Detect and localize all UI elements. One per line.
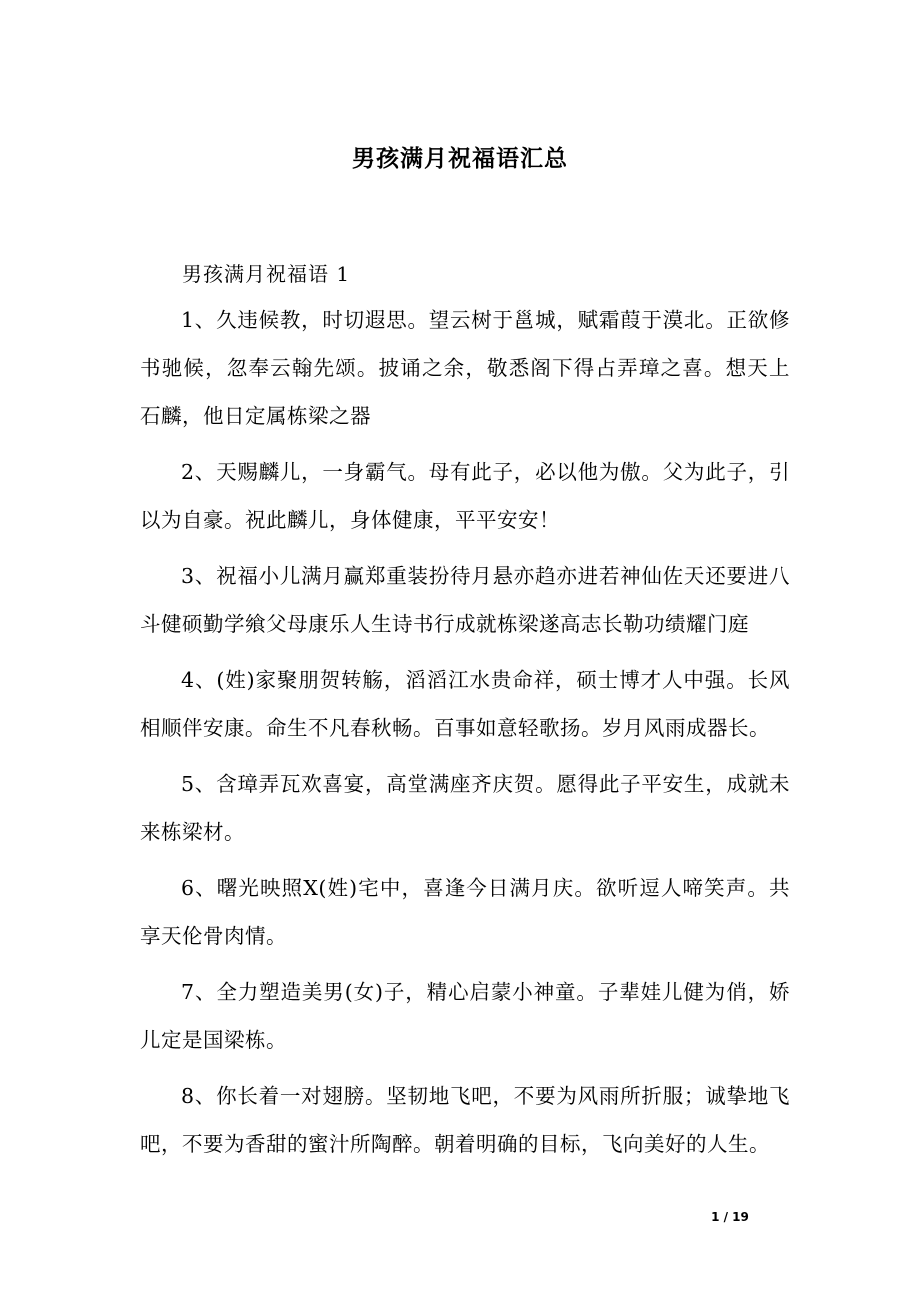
document-body: [140, 296, 790, 1176]
paragraph-8: 8、你长着一对翅膀。坚韧地飞吧，不要为风雨所折服；诚挚地飞吧，不要为香甜的蜜汁所陶醉。朝着明确的目标，飞向美好的人生。: [140, 1084, 790, 1156]
paragraph-5: 5、含璋弄瓦欢喜宴，高堂满座齐庆贺。愿得此子平安生，成就未来栋梁材。: [140, 772, 790, 844]
paragraph-3: 3、祝福小儿满月赢郑重装扮待月悬亦趋亦进若神仙佐天还要进八斗健硕勤学飨父母康乐人生诗书行成就栋梁遂高志长勒功绩耀门庭: [140, 564, 790, 636]
paragraph-7: 7、全力塑造美男(女)子，精心启蒙小神童。子辈娃儿健为俏，娇儿定是国梁栋。: [140, 980, 790, 1052]
page-title: 男孩满月祝福语汇总: [352, 145, 568, 172]
page-number: 1 / 19: [711, 1210, 749, 1224]
paragraph-6: 6、曙光映照X(姓)宅中，喜逢今日满月庆。欲听逗人啼笑声。共享天伦骨肉情。: [140, 876, 790, 948]
paragraph-2: 2、天赐麟儿，一身霸气。母有此子，必以他为傲。父为此子，引以为自豪。祝此麟儿，身体健康，平平安安！: [140, 460, 790, 532]
paragraph-4: 4、(姓)家聚朋贺转觞，滔滔江水贵命祥，硕士博才人中强。长风相顺伴安康。命生不凡春秋畅。百事如意轻歌扬。岁月风雨成器长。: [140, 668, 790, 740]
paragraph-1: 1、久违候教，时切遐思。望云树于邕城，赋霜葭于漠北。正欲修书驰候，忽奉云翰先颂。披诵之余，敬悉阁下得占弄璋之喜。想天上石麟，他日定属栋梁之器: [140, 308, 790, 428]
section-heading: 男孩满月祝福语 1: [182, 262, 351, 286]
